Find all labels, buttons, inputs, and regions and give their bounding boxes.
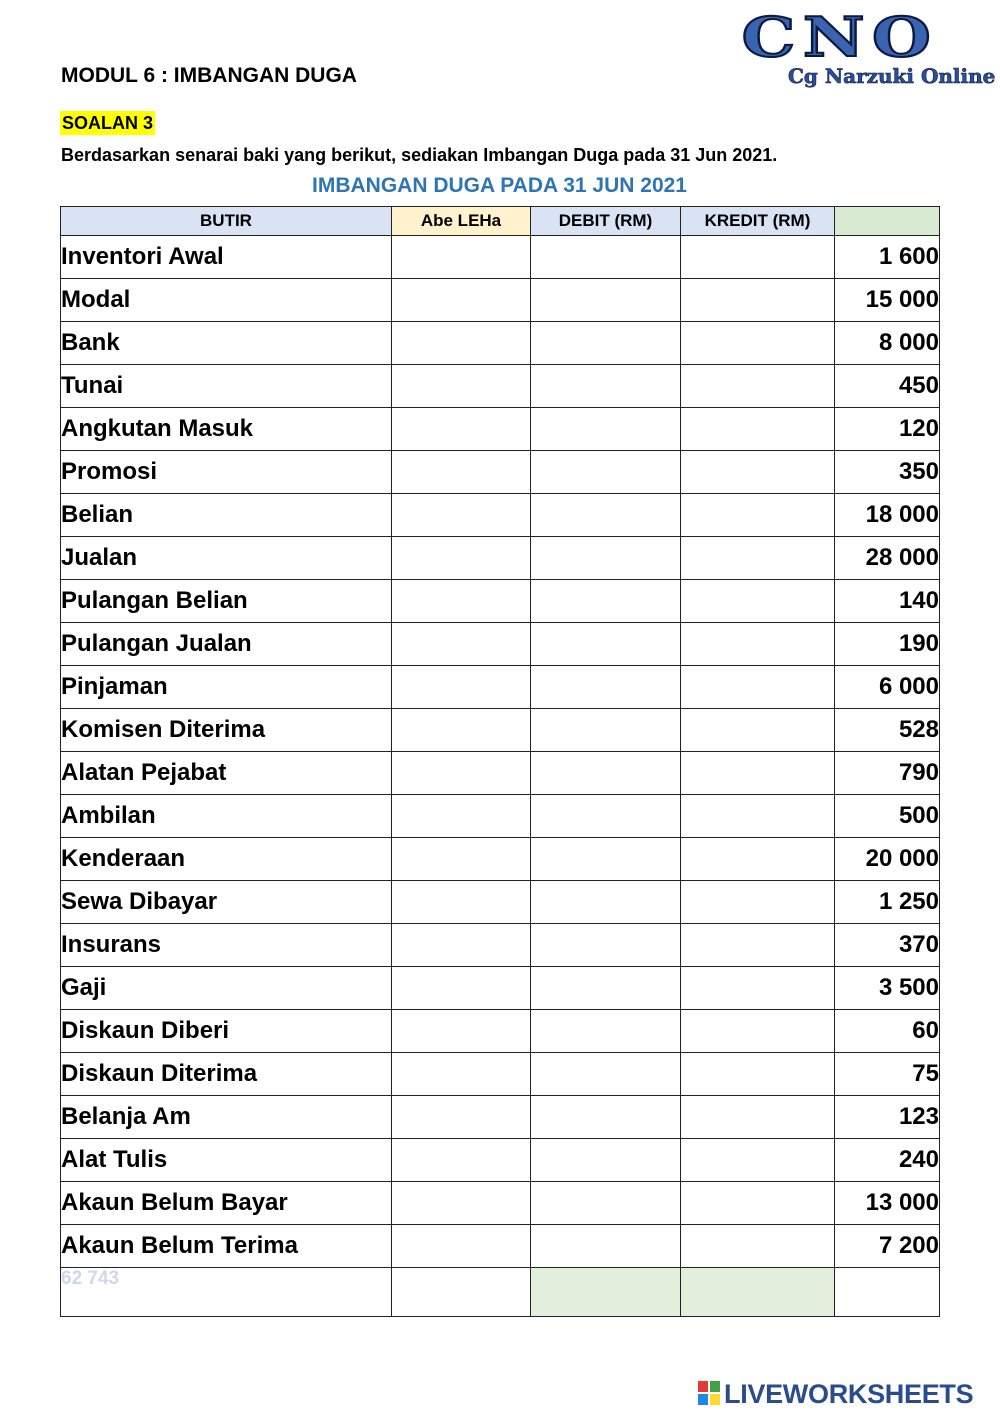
table-header-row [61, 207, 940, 236]
column-header-butir: BUTIR [61, 207, 392, 236]
abe-answer-field[interactable] [392, 1096, 531, 1139]
debit-answer-field[interactable] [531, 924, 681, 967]
abe-answer-field[interactable] [392, 236, 531, 279]
table-row [61, 279, 940, 322]
row-item-label: Diskaun Diberi [61, 1010, 392, 1053]
table-row [61, 451, 940, 494]
kredit-answer-field[interactable] [681, 881, 835, 924]
row-item-label: Akaun Belum Terima [61, 1225, 392, 1268]
kredit-answer-field[interactable] [681, 1053, 835, 1096]
cno-logo [722, 5, 996, 94]
abe-answer-field[interactable] [392, 494, 531, 537]
abe-answer-field[interactable] [392, 408, 531, 451]
table-row [61, 623, 940, 666]
column-header-debit: DEBIT (RM) [531, 207, 681, 236]
kredit-answer-field[interactable] [681, 494, 835, 537]
table-row [61, 924, 940, 967]
debit-answer-field[interactable] [531, 1053, 681, 1096]
debit-answer-field[interactable] [531, 752, 681, 795]
kredit-answer-field[interactable] [681, 967, 835, 1010]
debit-answer-field[interactable] [531, 494, 681, 537]
row-amount: 75 [835, 1053, 940, 1096]
abe-answer-field[interactable] [392, 365, 531, 408]
abe-answer-field[interactable] [392, 924, 531, 967]
row-item-label: Gaji [61, 967, 392, 1010]
kredit-answer-field[interactable] [681, 365, 835, 408]
abe-answer-field[interactable] [392, 838, 531, 881]
total-kredit-field[interactable] [681, 1268, 835, 1317]
kredit-answer-field[interactable] [681, 408, 835, 451]
row-amount: 60 [835, 1010, 940, 1053]
row-item-label: Kenderaan [61, 838, 392, 881]
row-item-label: Ambilan [61, 795, 392, 838]
table-row [61, 322, 940, 365]
row-item-label: Promosi [61, 451, 392, 494]
row-item-label: Modal [61, 279, 392, 322]
abe-answer-field[interactable] [392, 752, 531, 795]
row-amount: 1 600 [835, 236, 940, 279]
abe-answer-field[interactable] [392, 623, 531, 666]
abe-answer-field[interactable] [392, 322, 531, 365]
debit-answer-field[interactable] [531, 322, 681, 365]
row-item-label: Alatan Pejabat [61, 752, 392, 795]
row-amount: 7 200 [835, 1225, 940, 1268]
trial-balance-table [60, 206, 940, 1317]
kredit-answer-field[interactable] [681, 1139, 835, 1182]
abe-answer-field[interactable] [392, 795, 531, 838]
kredit-answer-field[interactable] [681, 838, 835, 881]
debit-answer-field[interactable] [531, 795, 681, 838]
row-amount: 370 [835, 924, 940, 967]
row-item-label: Inventori Awal [61, 236, 392, 279]
row-item-label: Jualan [61, 537, 392, 580]
table-row [61, 1225, 940, 1268]
debit-answer-field[interactable] [531, 537, 681, 580]
debit-answer-field[interactable] [531, 666, 681, 709]
row-item-label: Belanja Am [61, 1096, 392, 1139]
table-row [61, 967, 940, 1010]
abe-answer-field[interactable] [392, 279, 531, 322]
column-header-abe: Abe LEHa [392, 207, 531, 236]
abe-answer-field[interactable] [392, 881, 531, 924]
row-amount: 3 500 [835, 967, 940, 1010]
row-amount: 190 [835, 623, 940, 666]
kredit-answer-field[interactable] [681, 451, 835, 494]
total-row [61, 1268, 940, 1317]
kredit-answer-field[interactable] [681, 623, 835, 666]
table-title: IMBANGAN DUGA PADA 31 JUN 2021 [312, 174, 687, 197]
total-abe-field[interactable] [392, 1268, 531, 1317]
table-row [61, 365, 940, 408]
table-row [61, 709, 940, 752]
abe-answer-field[interactable] [392, 709, 531, 752]
abe-answer-field[interactable] [392, 1182, 531, 1225]
kredit-answer-field[interactable] [681, 709, 835, 752]
kredit-answer-field[interactable] [681, 924, 835, 967]
row-item-label: Pulangan Jualan [61, 623, 392, 666]
row-amount: 1 250 [835, 881, 940, 924]
debit-answer-field[interactable] [531, 279, 681, 322]
debit-answer-field[interactable] [531, 580, 681, 623]
debit-answer-field[interactable] [531, 1139, 681, 1182]
liveworksheets-logo-icon [698, 1381, 720, 1405]
total-hint: 62 743 [61, 1268, 392, 1317]
kredit-answer-field[interactable] [681, 1096, 835, 1139]
kredit-answer-field[interactable] [681, 279, 835, 322]
abe-answer-field[interactable] [392, 1139, 531, 1182]
abe-answer-field[interactable] [392, 967, 531, 1010]
row-item-label: Tunai [61, 365, 392, 408]
row-item-label: Pinjaman [61, 666, 392, 709]
table-row [61, 1182, 940, 1225]
debit-answer-field[interactable] [531, 967, 681, 1010]
debit-answer-field[interactable] [531, 1182, 681, 1225]
row-amount: 450 [835, 365, 940, 408]
column-header-amount [835, 207, 940, 236]
row-item-label: Insurans [61, 924, 392, 967]
brand-name: LIVEWORKSHEETS [724, 1379, 974, 1409]
row-amount: 350 [835, 451, 940, 494]
row-amount: 120 [835, 408, 940, 451]
row-item-label: Pulangan Belian [61, 580, 392, 623]
row-amount: 15 000 [835, 279, 940, 322]
row-item-label: Diskaun Diterima [61, 1053, 392, 1096]
row-amount: 18 000 [835, 494, 940, 537]
row-amount: 240 [835, 1139, 940, 1182]
table-row [61, 1053, 940, 1096]
kredit-answer-field[interactable] [681, 1225, 835, 1268]
kredit-answer-field[interactable] [681, 752, 835, 795]
debit-answer-field[interactable] [531, 408, 681, 451]
logo-subtitle: Cg Narzuki Online [788, 64, 996, 88]
debit-answer-field[interactable] [531, 709, 681, 752]
kredit-answer-field[interactable] [681, 1010, 835, 1053]
row-amount: 13 000 [835, 1182, 940, 1225]
table-row [61, 580, 940, 623]
total-amount-cell [835, 1268, 940, 1317]
table-row [61, 1096, 940, 1139]
total-debit-field[interactable] [531, 1268, 681, 1317]
debit-answer-field[interactable] [531, 623, 681, 666]
row-amount: 500 [835, 795, 940, 838]
table-row [61, 1010, 940, 1053]
row-item-label: Akaun Belum Bayar [61, 1182, 392, 1225]
column-header-kredit: KREDIT (RM) [681, 207, 835, 236]
row-amount: 528 [835, 709, 940, 752]
abe-answer-field[interactable] [392, 1225, 531, 1268]
kredit-answer-field[interactable] [681, 795, 835, 838]
row-amount: 790 [835, 752, 940, 795]
row-item-label: Angkutan Masuk [61, 408, 392, 451]
abe-answer-field[interactable] [392, 451, 531, 494]
debit-answer-field[interactable] [531, 881, 681, 924]
kredit-answer-field[interactable] [681, 580, 835, 623]
debit-answer-field[interactable] [531, 365, 681, 408]
abe-answer-field[interactable] [392, 666, 531, 709]
row-item-label: Alat Tulis [61, 1139, 392, 1182]
kredit-answer-field[interactable] [681, 236, 835, 279]
table-row [61, 1139, 940, 1182]
table-row [61, 838, 940, 881]
debit-answer-field[interactable] [531, 451, 681, 494]
instruction-text: Berdasarkan senarai baki yang berikut, sediakan Imbangan Duga pada 31 Jun 2021. [61, 145, 778, 165]
abe-answer-field[interactable] [392, 537, 531, 580]
row-item-label: Bank [61, 322, 392, 365]
debit-answer-field[interactable] [531, 1225, 681, 1268]
abe-answer-field[interactable] [392, 1010, 531, 1053]
table-row [61, 494, 940, 537]
row-amount: 123 [835, 1096, 940, 1139]
abe-answer-field[interactable] [392, 1053, 531, 1096]
debit-answer-field[interactable] [531, 838, 681, 881]
page-title: MODUL 6 : IMBANGAN DUGA [61, 64, 357, 87]
row-amount: 140 [835, 580, 940, 623]
kredit-answer-field[interactable] [681, 666, 835, 709]
table-row [61, 537, 940, 580]
kredit-answer-field[interactable] [681, 322, 835, 365]
table-row [61, 795, 940, 838]
row-item-label: Sewa Dibayar [61, 881, 392, 924]
debit-answer-field[interactable] [531, 1010, 681, 1053]
debit-answer-field[interactable] [531, 236, 681, 279]
row-amount: 28 000 [835, 537, 940, 580]
table-row [61, 408, 940, 451]
row-item-label: Belian [61, 494, 392, 537]
row-amount: 20 000 [835, 838, 940, 881]
table-row [61, 752, 940, 795]
table-row [61, 666, 940, 709]
question-label: SOALAN 3 [62, 113, 154, 133]
debit-answer-field[interactable] [531, 1096, 681, 1139]
table-row [61, 236, 940, 279]
abe-answer-field[interactable] [392, 580, 531, 623]
row-amount: 8 000 [835, 322, 940, 365]
logo-main-text: CNO [741, 5, 939, 69]
row-amount: 6 000 [835, 666, 940, 709]
kredit-answer-field[interactable] [681, 1182, 835, 1225]
table-row [61, 881, 940, 924]
liveworksheets-brand [698, 1376, 994, 1412]
kredit-answer-field[interactable] [681, 537, 835, 580]
row-item-label: Komisen Diterima [61, 709, 392, 752]
